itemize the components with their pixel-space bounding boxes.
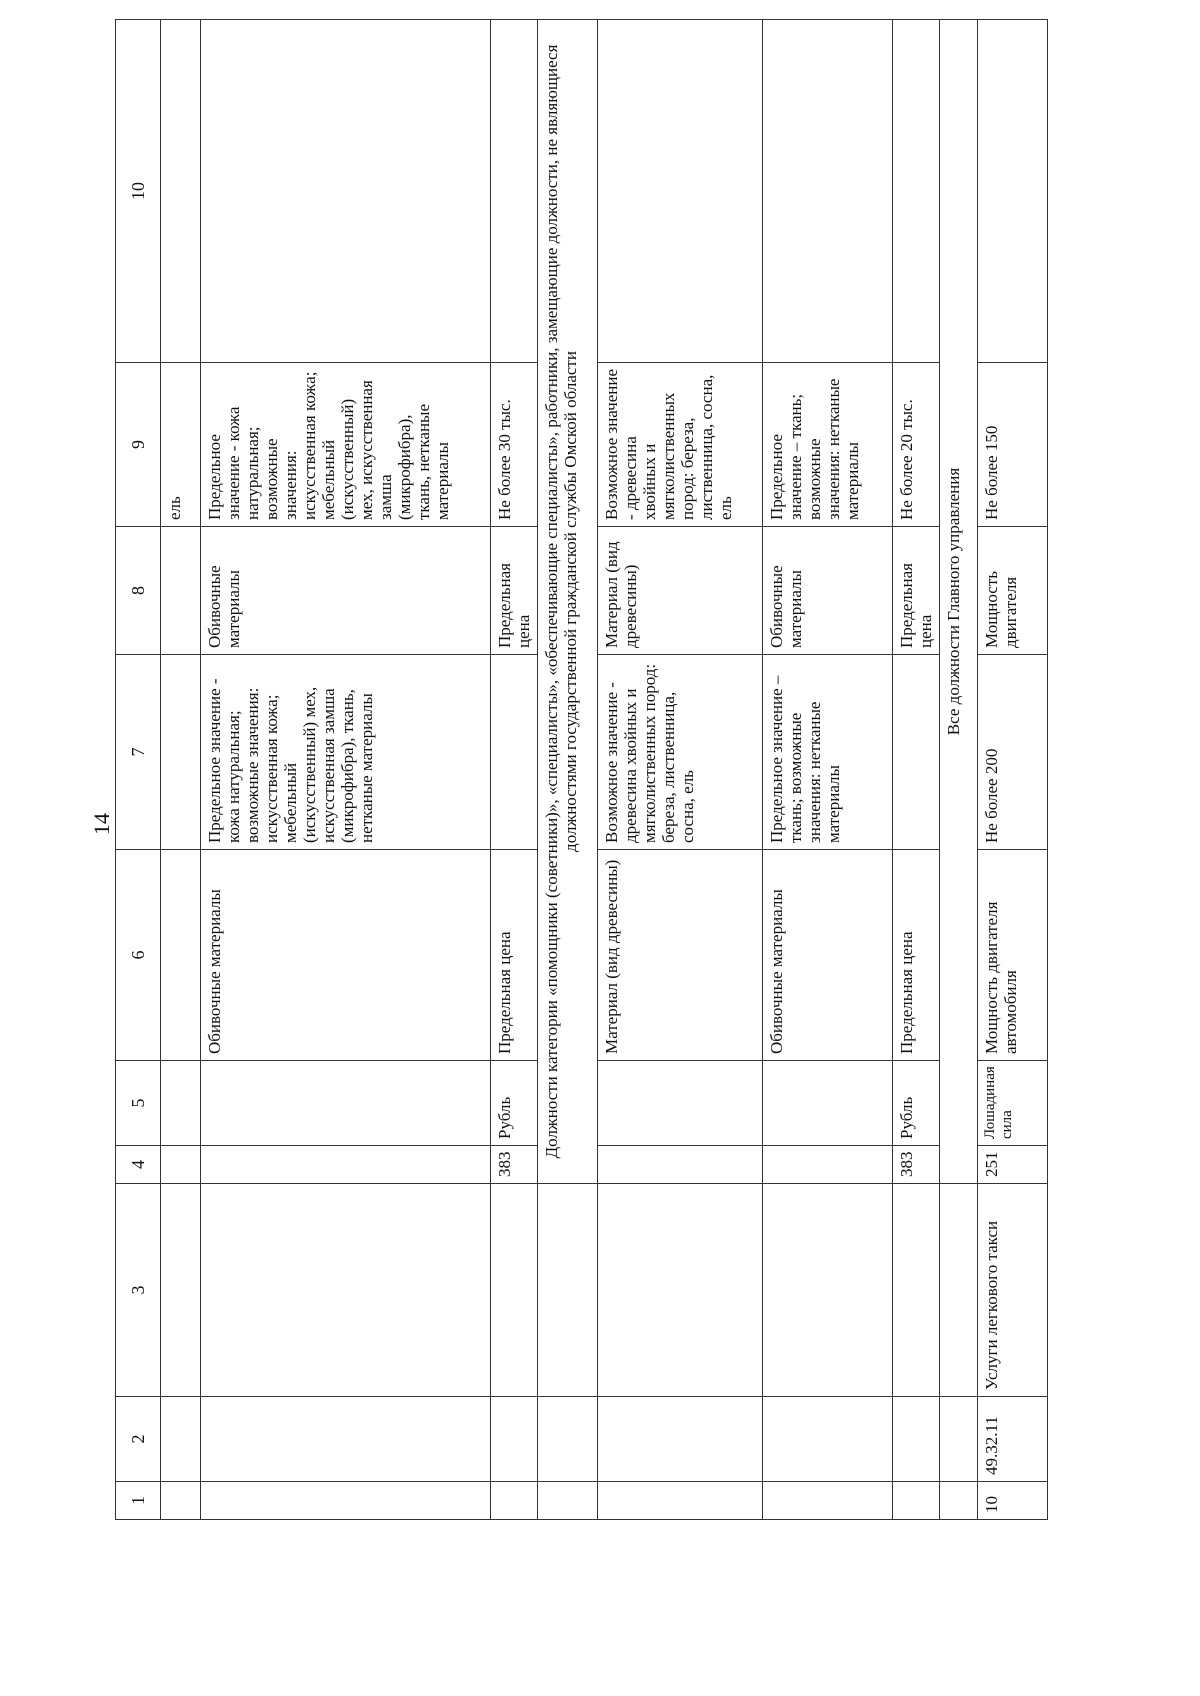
- table-row: [161, 20, 201, 1520]
- cell: [161, 527, 201, 655]
- cell-okei-code: 383: [491, 1146, 538, 1184]
- table-row: [598, 20, 763, 1520]
- cell: [538, 1397, 598, 1482]
- cell: [491, 20, 538, 363]
- cell-unit: Рубль: [893, 1061, 940, 1146]
- cell: [161, 1061, 201, 1146]
- cell-characteristic: Обивочные материалы: [201, 527, 491, 655]
- cell-value: Предельное значение - кожа натуральная; возможные значения: искусственная кожа; мебельный (искусственный) мех, искусственная замша (микрофибра), ткань, нетканые материалы: [201, 655, 491, 850]
- cell-characteristic: Обивочные материалы: [763, 527, 893, 655]
- cell: [893, 1482, 940, 1520]
- cell: [940, 1482, 978, 1520]
- cell-value: Не более 200: [978, 655, 1048, 850]
- table-row: [978, 20, 1048, 1520]
- cell: [893, 1184, 940, 1397]
- cell-characteristic: Обивочные материалы: [201, 850, 491, 1061]
- cell-value: Предельное значение - кожа натуральная; возможные значения: искусственная кожа; мебельный (искусственный) мех, искусственная замша (микрофибра), ткань, нетканые материалы: [201, 363, 491, 527]
- cell-characteristic: Обивочные материалы: [763, 850, 893, 1061]
- cell-okei-code: 251: [978, 1146, 1048, 1184]
- cell: [491, 1482, 538, 1520]
- col-header-1: 1: [116, 1482, 161, 1520]
- col-header-5: 5: [116, 1061, 161, 1146]
- cell: [598, 1061, 763, 1146]
- cell: [161, 850, 201, 1061]
- cell-value: Предельное значение – ткань; возможные значения: нетканые материалы: [763, 655, 893, 850]
- col-header-3: 3: [116, 1184, 161, 1397]
- cell: [598, 1146, 763, 1184]
- cell: [538, 1482, 598, 1520]
- cell: [201, 1184, 491, 1397]
- cell: [598, 1184, 763, 1397]
- table-row: [763, 20, 893, 1520]
- column-number-row: [116, 20, 161, 1520]
- cell: [763, 1184, 893, 1397]
- cell-characteristic: Материал (вид древесины): [598, 527, 763, 655]
- cell: [201, 20, 491, 363]
- cell: [763, 1397, 893, 1482]
- cell: [893, 20, 940, 363]
- cell: [763, 1146, 893, 1184]
- cell: [893, 655, 940, 850]
- cell: [491, 1397, 538, 1482]
- cell-value: Возможное значение - древесина хвойных и мягколиственных пород: береза, лиственница, сосна, ель: [598, 655, 763, 850]
- col-header-10: 10: [116, 20, 161, 363]
- section-heading: Все должности Главного управления: [940, 20, 978, 1184]
- cell: [161, 1482, 201, 1520]
- cell: [978, 20, 1048, 363]
- table-row: [893, 20, 940, 1520]
- cell-okei-code: 383: [893, 1146, 940, 1184]
- cell-okpd-code: 49.32.11: [978, 1397, 1048, 1482]
- cell: [598, 1482, 763, 1520]
- cell-unit: Рубль: [491, 1061, 538, 1146]
- cell: [893, 1397, 940, 1482]
- cell: [201, 1397, 491, 1482]
- col-header-6: 6: [116, 850, 161, 1061]
- rotated-table-container: [115, 0, 1165, 1520]
- section-row: [940, 20, 978, 1520]
- cell: [161, 20, 201, 363]
- cell: [940, 1184, 978, 1397]
- col-header-7: 7: [116, 655, 161, 850]
- cell-characteristic: Предельная цена: [491, 527, 538, 655]
- cell: [598, 1397, 763, 1482]
- cell: [763, 20, 893, 363]
- cell: [491, 1184, 538, 1397]
- cell-characteristic: Предельная цена: [893, 850, 940, 1061]
- cell-row-number: 10: [978, 1482, 1048, 1520]
- cell-characteristic: Мощность двигателя: [978, 527, 1048, 655]
- cell-characteristic: Предельная цена: [491, 850, 538, 1061]
- cell-characteristic: Предельная цена: [893, 527, 940, 655]
- cell: [161, 1397, 201, 1482]
- cell: [161, 1184, 201, 1397]
- cell: [201, 1146, 491, 1184]
- col-header-9: 9: [116, 363, 161, 527]
- cell: [598, 20, 763, 363]
- cell-value: Не более 150: [978, 363, 1048, 527]
- page-number: 14: [89, 813, 114, 835]
- section-row: [538, 20, 598, 1520]
- cell-characteristic: Мощность двигателя автомобиля: [978, 850, 1048, 1061]
- cell: [201, 1482, 491, 1520]
- cell: [763, 1482, 893, 1520]
- cell: [201, 1061, 491, 1146]
- cell-characteristic: Материал (вид древесины): [598, 850, 763, 1061]
- cell: [161, 1146, 201, 1184]
- cell-value: Не более 30 тыс.: [491, 363, 538, 527]
- cell-unit: Лошадиная сила: [978, 1061, 1048, 1146]
- cell: [940, 1397, 978, 1482]
- cell: [491, 655, 538, 850]
- section-heading: Должности категории «помощники (советники)», «специалисты», «обеспечивающие специалисты», работники, замещающие должности, не являющиеся должностями государственной гражданской службы Омской области: [538, 20, 598, 1184]
- cell: [538, 1184, 598, 1397]
- cell: [161, 655, 201, 850]
- table-row: [491, 20, 538, 1520]
- cell-value: Предельное значение – ткань; возможные значения: нетканые материалы: [763, 363, 893, 527]
- col-header-4: 4: [116, 1146, 161, 1184]
- cell-value: Возможное значение - древесина хвойных и мягколиственных пород: береза, лиственница, сосна, ель: [598, 363, 763, 527]
- cell-wood-tail: ель: [161, 363, 201, 527]
- col-header-2: 2: [116, 1397, 161, 1482]
- characteristics-table: [115, 19, 1048, 1520]
- cell-value: Не более 20 тыс.: [893, 363, 940, 527]
- cell-item-name: Услуги легкового такси: [978, 1184, 1048, 1397]
- table-row: [201, 20, 491, 1520]
- cell: [763, 1061, 893, 1146]
- col-header-8: 8: [116, 527, 161, 655]
